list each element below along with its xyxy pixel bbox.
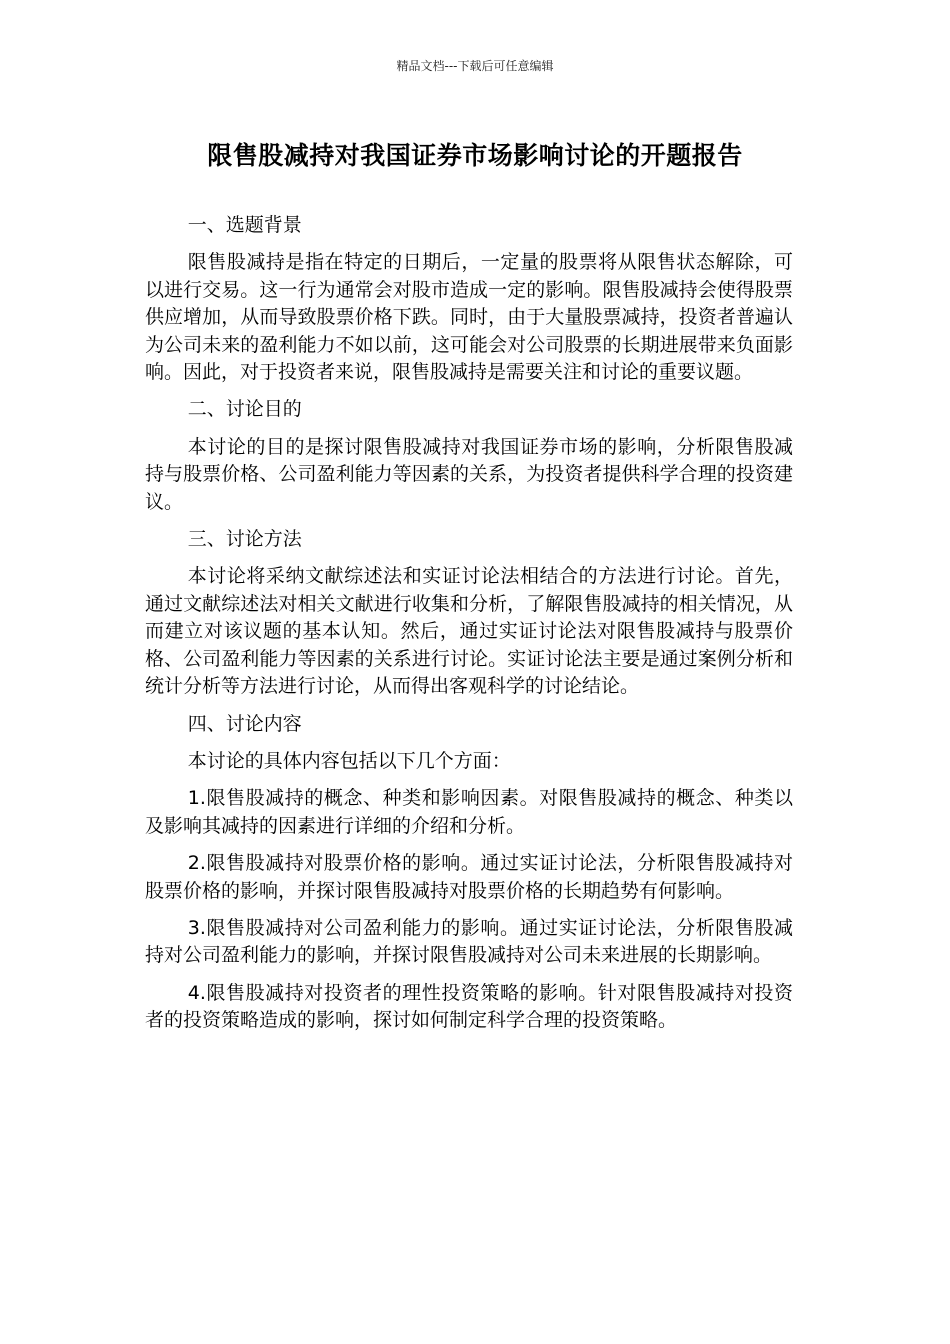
content-item-4: 4.限售股减持对投资者的理性投资策略的影响。针对限售股减持对投资者的投资策略造成的影响，探讨如何制定科学合理的投资策略。: [145, 981, 793, 1032]
section-heading-method: 三、讨论方法: [187, 528, 302, 551]
content-item-3: 3.限售股减持对公司盈利能力的影响。通过实证讨论法，分析限售股减持对公司盈利能力的影响，并探讨限售股减持对公司未来进展的长期影响。: [145, 916, 793, 967]
content-item-2: 2.限售股减持对股票价格的影响。通过实证讨论法，分析限售股减持对股票价格的影响，并探讨限售股减持对股票价格的长期趋势有何影响。: [145, 852, 793, 902]
background-paragraph: 限售股减持是指在特定的日期后，一定量的股票将从限售状态解除，可以进行交易。这一行为通常会对股市造成一定的影响。限售股减持会使得股票供应增加，从而导致股票价格下跌。同时，由于大量股票减持，投资者普遍认为公司未来的盈利能力不如以前，这可能会对公司股票的长期进展带来负面影响。因此，对于投资者来说，限售股减持是需要关注和讨论的重要议题。: [145, 251, 793, 384]
method-paragraph: 本讨论将采纳文献综述法和实证讨论法相结合的方法进行讨论。首先，通过文献综述法对相关文献进行收集和分析，了解限售股减持的相关情况，从而建立对该议题的基本认知。然后，通过实证讨论法对限售股减持与股票价格、公司盈利能力等因素的关系进行讨论。实证讨论法主要是通过案例分析和统计分析等方法进行讨论，从而得出客观科学的讨论结论。: [145, 565, 793, 698]
section-heading-purpose: 二、讨论目的: [187, 398, 302, 421]
header-note: 精品文档---下载后可任意编辑: [396, 59, 554, 73]
document-title: 限售股减持对我国证券市场影响讨论的开题报告: [207, 141, 743, 170]
section-heading-content: 四、讨论内容: [187, 712, 302, 735]
purpose-paragraph: 本讨论的目的是探讨限售股减持对我国证券市场的影响，分析限售股减持与股票价格、公司盈利能力等因素的关系，为投资者提供科学合理的投资建议。: [145, 435, 793, 513]
section-heading-background: 一、选题背景: [187, 214, 302, 236]
document-body: [145, 212, 793, 1045]
content-item-1: 1.限售股减持的概念、种类和影响因素。对限售股减持的概念、种类以及影响其减持的因素进行详细的介绍和分析。: [145, 787, 793, 837]
content-intro-paragraph: 本讨论的具体内容包括以下几个方面：: [187, 749, 511, 772]
